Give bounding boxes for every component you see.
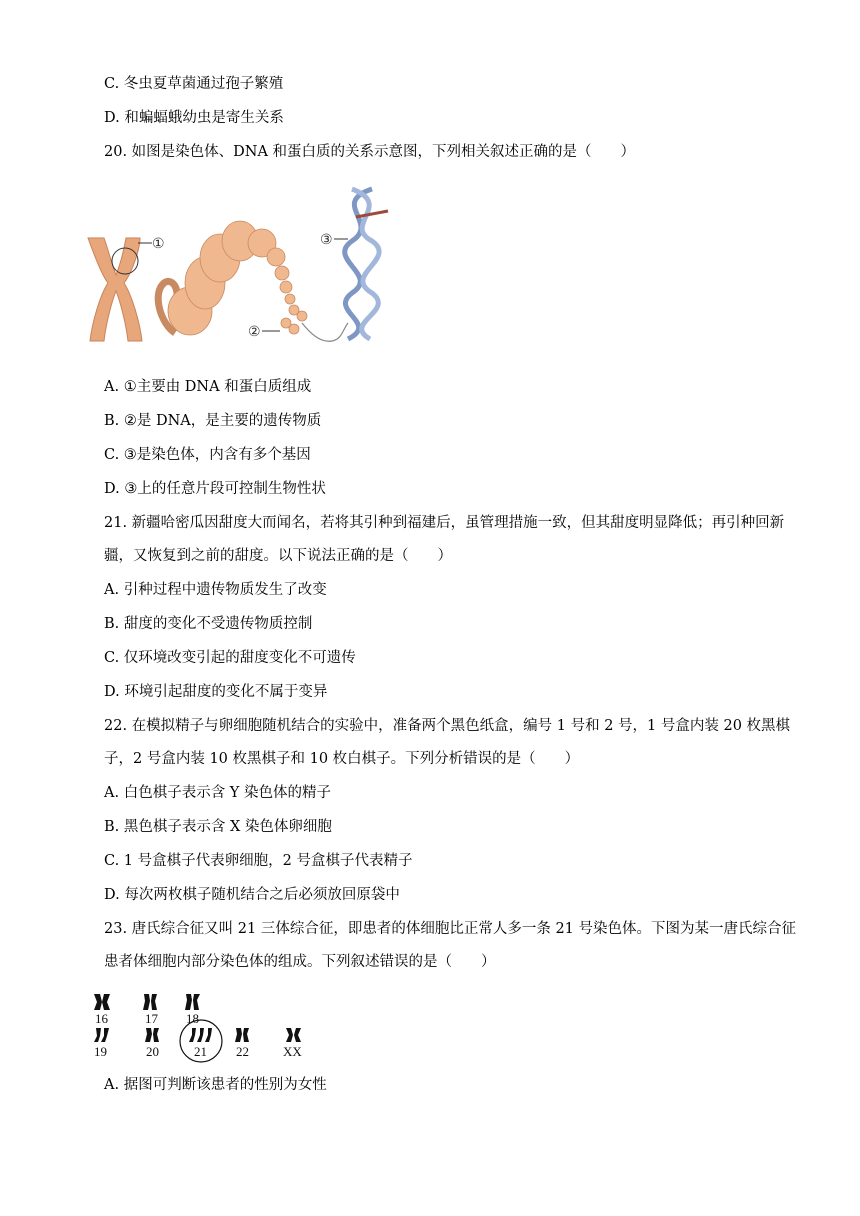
label-one: ① bbox=[152, 236, 165, 252]
option-20d: D. ③上的任意片段可控制生物性状 bbox=[104, 481, 326, 497]
chromosome-pair-16 bbox=[94, 994, 110, 1010]
chromosome-trio-21 bbox=[189, 1028, 212, 1042]
option-19d: D. 和蝙蝠蛾幼虫是寄生关系 bbox=[104, 110, 284, 126]
label-xx: XX bbox=[283, 1044, 302, 1059]
question-22-line2: 子，2 号盒内装 10 枚黑棋子和 10 枚白棋子。下列分析错误的是（ ） bbox=[104, 751, 580, 767]
option-21a: A. 引种过程中遗传物质发生了改变 bbox=[104, 582, 327, 598]
dna-double-helix bbox=[345, 189, 379, 339]
chromatin-fiber bbox=[158, 221, 307, 335]
label-19: 19 bbox=[94, 1044, 107, 1059]
question-21-line2: 疆，又恢复到之前的甜度。以下说法正确的是（ ） bbox=[104, 548, 452, 564]
question-23-line1: 23. 唐氏综合征又叫 21 三体综合征，即患者的体细胞比正常人多一条 21 号染色体。下图为某一唐氏综合征 bbox=[104, 921, 797, 937]
option-22b: B. 黑色棋子表示含 X 染色体卵细胞 bbox=[104, 819, 332, 835]
option-20a: A. ①主要由 DNA 和蛋白质组成 bbox=[104, 379, 312, 395]
label-16: 16 bbox=[95, 1011, 108, 1026]
chromosome-pair-xx bbox=[286, 1028, 301, 1042]
label-17: 17 bbox=[145, 1011, 158, 1026]
question-23-line2: 患者体细胞内部分染色体的组成。下列叙述错误的是（ ） bbox=[104, 954, 496, 970]
option-22a: A. 白色棋子表示含 Y 染色体的精子 bbox=[104, 785, 331, 801]
dna-link-strand bbox=[302, 323, 348, 341]
option-22d: D. 每次两枚棋子随机结合之后必须放回原袋中 bbox=[104, 887, 400, 903]
label-three: ③ bbox=[320, 232, 333, 248]
chromosome-pair-17 bbox=[143, 994, 157, 1010]
chromosome-dna-figure bbox=[80, 183, 410, 353]
option-20b: B. ②是 DNA，是主要的遗传物质 bbox=[104, 413, 322, 429]
question-21-line1: 21. 新疆哈密瓜因甜度大而闻名，若将其引种到福建后，虽管理措施一致，但其甜度明显降低；再引种回新 bbox=[104, 515, 785, 531]
label-22: 22 bbox=[236, 1044, 249, 1059]
question-20: 20. 如图是染色体、DNA 和蛋白质的关系示意图，下列相关叙述正确的是（ ） bbox=[104, 144, 636, 160]
chromosome-pair-18 bbox=[185, 994, 200, 1010]
karyotype-figure bbox=[88, 990, 328, 1070]
option-21b: B. 甜度的变化不受遗传物质控制 bbox=[104, 616, 313, 632]
option-22c: C. 1 号盒棋子代表卵细胞，2 号盒棋子代表精子 bbox=[104, 853, 413, 869]
option-21d: D. 环境引起甜度的变化不属于变异 bbox=[104, 684, 328, 700]
label-two: ② bbox=[248, 324, 261, 340]
label-18: 18 bbox=[186, 1011, 199, 1026]
label-21: 21 bbox=[194, 1044, 207, 1059]
option-21c: C. 仅环境改变引起的甜度变化不可遗传 bbox=[104, 650, 356, 666]
chromosome-pair-20 bbox=[145, 1028, 159, 1042]
chromosome-pair-19 bbox=[94, 1028, 109, 1042]
label-20: 20 bbox=[146, 1044, 159, 1059]
chromosome-pair-22 bbox=[235, 1028, 249, 1042]
option-20c: C. ③是染色体，内含有多个基因 bbox=[104, 447, 311, 463]
question-22-line1: 22. 在模拟精子与卵细胞随机结合的实验中，准备两个黑色纸盒，编号 1 号和 2 号，1 号盒内装 20 枚黑棋 bbox=[104, 718, 791, 734]
option-23a: A. 据图可判断该患者的性别为女性 bbox=[104, 1077, 327, 1093]
option-19c: C. 冬虫夏草菌通过孢子繁殖 bbox=[104, 76, 284, 92]
